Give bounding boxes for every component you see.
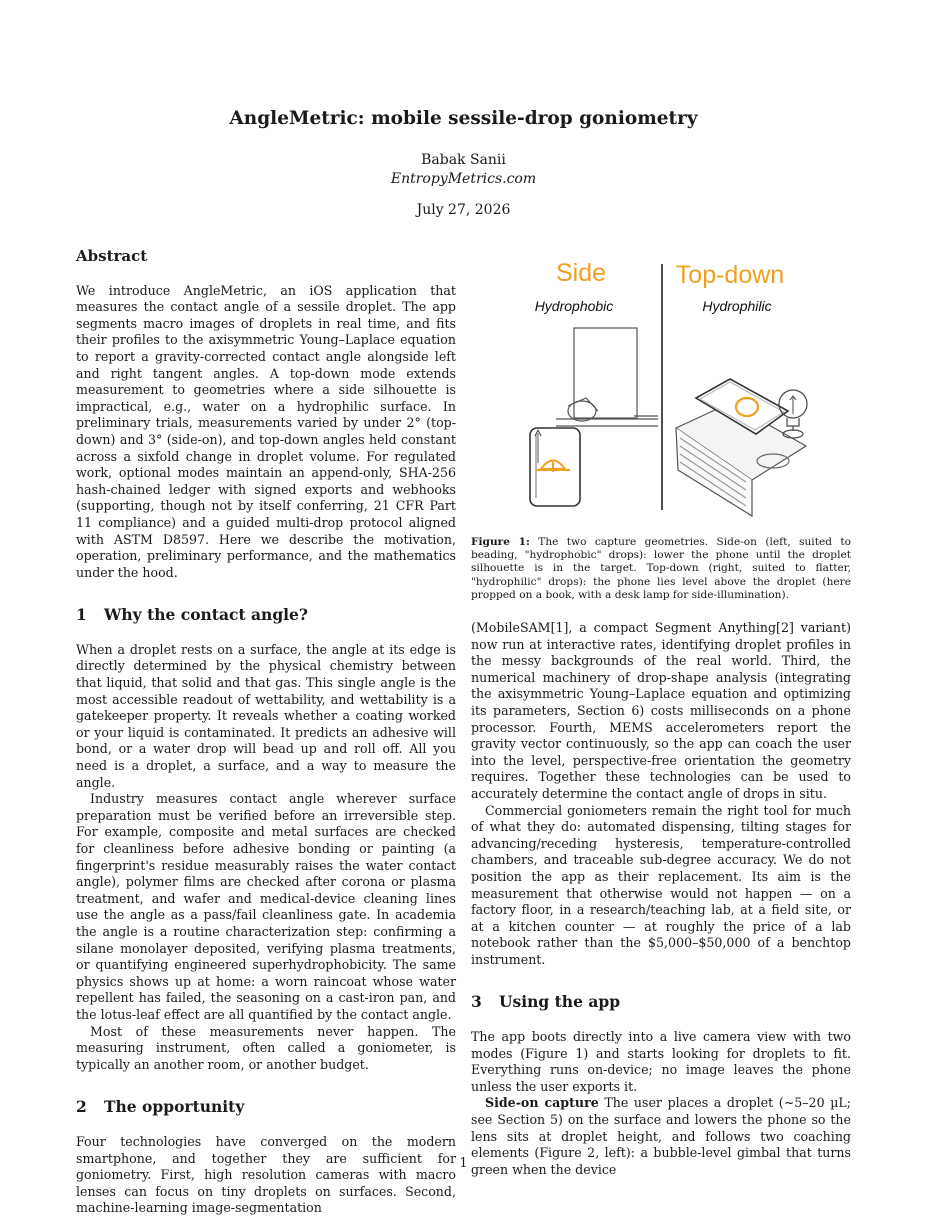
figure-hydrophobic-label: Hydrophobic bbox=[534, 298, 614, 314]
section-2-paragraph-1-continued: (MobileSAM[1], a compact Segment Anything[2] variant) now run at interactive rates, identifying droplet profiles in the messy backgrounds of the real world. Third, the numerical machinery of drop-shape analysis (integrating the axisymmetric Young–Laplace equation and optimizing its parameters, Section 6) costs milliseconds on a phone processor. Fourth, MEMS accelerometers report the gravity vector continuously, so the app can coach the user into the level, perspective-free orientation the geometry requires. Together these technologies can be used to accurately determine the contact angle of drops in situ. bbox=[471, 620, 851, 801]
abstract-text: We introduce AngleMetric, an iOS application that measures the contact angle of a sessile droplet. The app segments macro images of droplets in real time, and fits their profiles to the axisymmetric Young–Laplace equation to report a gravity-corrected contact angle alongside left and right tangent angles. A top-down mode extends measurement to geometries where a side silhouette is impractical, e.g., water on a hydrophilic surface. In preliminary trials, measurements varied by under 2° (top-down) and 3° (side-on), and top-down angles held constant across a sixfold change in droplet volume. For regulated work, optional modes maintain an append-only, SHA-256 hash-chained ledger with signed exports and webhooks (supporting, though not by itself conferring, 21 CFR Part 11 compliance) and a guided multi-drop protocol aligned with ASTM D8597. Here we describe the motivation, operation, preliminary performance, and the mathematics under the hood. bbox=[76, 282, 456, 580]
section-1-paragraph-1: When a droplet rests on a surface, the angle at its edge is directly determined by the physical chemistry between that liquid, that solid and that gas. This single angle is the most accessible readout of wettability, and wettability is a gatekeeper property. It reveals whether a coating worked or your liquid is contaminated. It predicts an adhesive will bond, or a water drop will bead up and roll off. All you need is a droplet, a surface, and a way to measure the angle. bbox=[76, 641, 456, 790]
figure-top-down-label: Top-down bbox=[675, 261, 785, 289]
section-number: 2 bbox=[76, 1097, 87, 1117]
caption-label: Figure 1: bbox=[471, 536, 530, 548]
author-affiliation: EntropyMetrics.com bbox=[390, 171, 537, 187]
figure-hydrophilic-label: Hydrophilic bbox=[702, 298, 772, 314]
section-1-paragraph-2: Industry measures contact angle wherever surface preparation must be verified before an irreversible step. For example, composite and metal surfaces are checked for cleanliness before adhesive bonding or painting (a fingerprint's residue measurably raises the water contact angle), polymer films are checked after corona or plasma treatment, and wafer and medical-device cleaning lines use the angle as a pass/fail cleanliness gate. In academia the angle is a routine characterization step: confirming a silane monolayer deposited, verifying plasma treatments, or quantifying engineered superhydrophobicity. The same physics shows up at home: a worn raincoat whose water repellent has failed, the seasoning on a cast-iron pan, and the lotus-leaf effect are all quantified by the contact angle. bbox=[76, 791, 456, 1022]
figure-1-illustration bbox=[506, 248, 816, 528]
left-column bbox=[76, 248, 456, 1217]
figure-1-caption bbox=[471, 536, 851, 602]
section-title: Why the contact angle? bbox=[104, 605, 308, 625]
section-2-paragraph-1-start: Four technologies have converged on the modern smartphone, and together they are sufficient for goniometry. First, high resolution cameras with macro lenses can focus on tiny droplets on surfaces. Second, machine-learning image-segmentation bbox=[76, 1133, 456, 1216]
section-3-paragraph-1: The app boots directly into a live camera view with two modes (Figure 1) and starts looking for droplets to fit. Everything runs on-device; no image leaves the phone unless the user exports it. bbox=[471, 1029, 851, 1094]
figure-side-label: Side bbox=[555, 259, 607, 287]
page-number: 1 bbox=[459, 1156, 468, 1171]
section-title: The opportunity bbox=[104, 1097, 245, 1117]
side-on-capture-label: Side-on capture bbox=[485, 1095, 599, 1111]
section-title: Using the app bbox=[499, 992, 621, 1012]
abstract-heading: Abstract bbox=[76, 247, 148, 265]
figure-1 bbox=[506, 248, 816, 528]
section-2-heading bbox=[76, 1099, 456, 1116]
paper-title: AngleMetric: mobile sessile-drop goniometry bbox=[229, 108, 698, 129]
section-3-heading bbox=[471, 994, 851, 1011]
caption-text: The two capture geometries. Side-on (left, suited to beading, "hydrophobic" drops): lower the phone until the droplet silhouette is in the target. Top-down (right, suited to flatter, "hydrophilic" drops): the phone lies level above the droplet (here propped on a book, with a desk lamp for side-illumination). bbox=[471, 536, 851, 601]
section-1-heading bbox=[76, 607, 456, 624]
right-column bbox=[471, 620, 851, 1178]
paper-date: July 27, 2026 bbox=[416, 202, 511, 218]
side-on-capture-text: The user places a droplet (~5–20 µL; see Section 5) on the surface and lowers the phone so the lens sits at droplet height, and follows two coaching elements (Figure 2, left): a bubble-level gimbal that turns green when the device bbox=[471, 1095, 851, 1177]
section-2-paragraph-2: Commercial goniometers remain the right tool for much of what they do: automated dispensing, tilting stages for advancing/receding hysteresis, temperature-controlled chambers, and traceable sub-degree accuracy. We do not position the app as their replacement. Its aim is the measurement that otherwise would not happen — on a factory floor, in a research/teaching lab, at a field site, or at a kitchen counter — at roughly the price of a lab notebook rather than the $5,000–$50,000 of a benchtop instrument. bbox=[471, 802, 851, 967]
section-1-paragraph-3: Most of these measurements never happen. The measuring instrument, often called a goniometer, is typically an another room, or another budget. bbox=[76, 1023, 456, 1072]
section-number: 3 bbox=[471, 992, 482, 1012]
section-number: 1 bbox=[76, 605, 87, 625]
author-name: Babak Sanii bbox=[421, 152, 506, 168]
